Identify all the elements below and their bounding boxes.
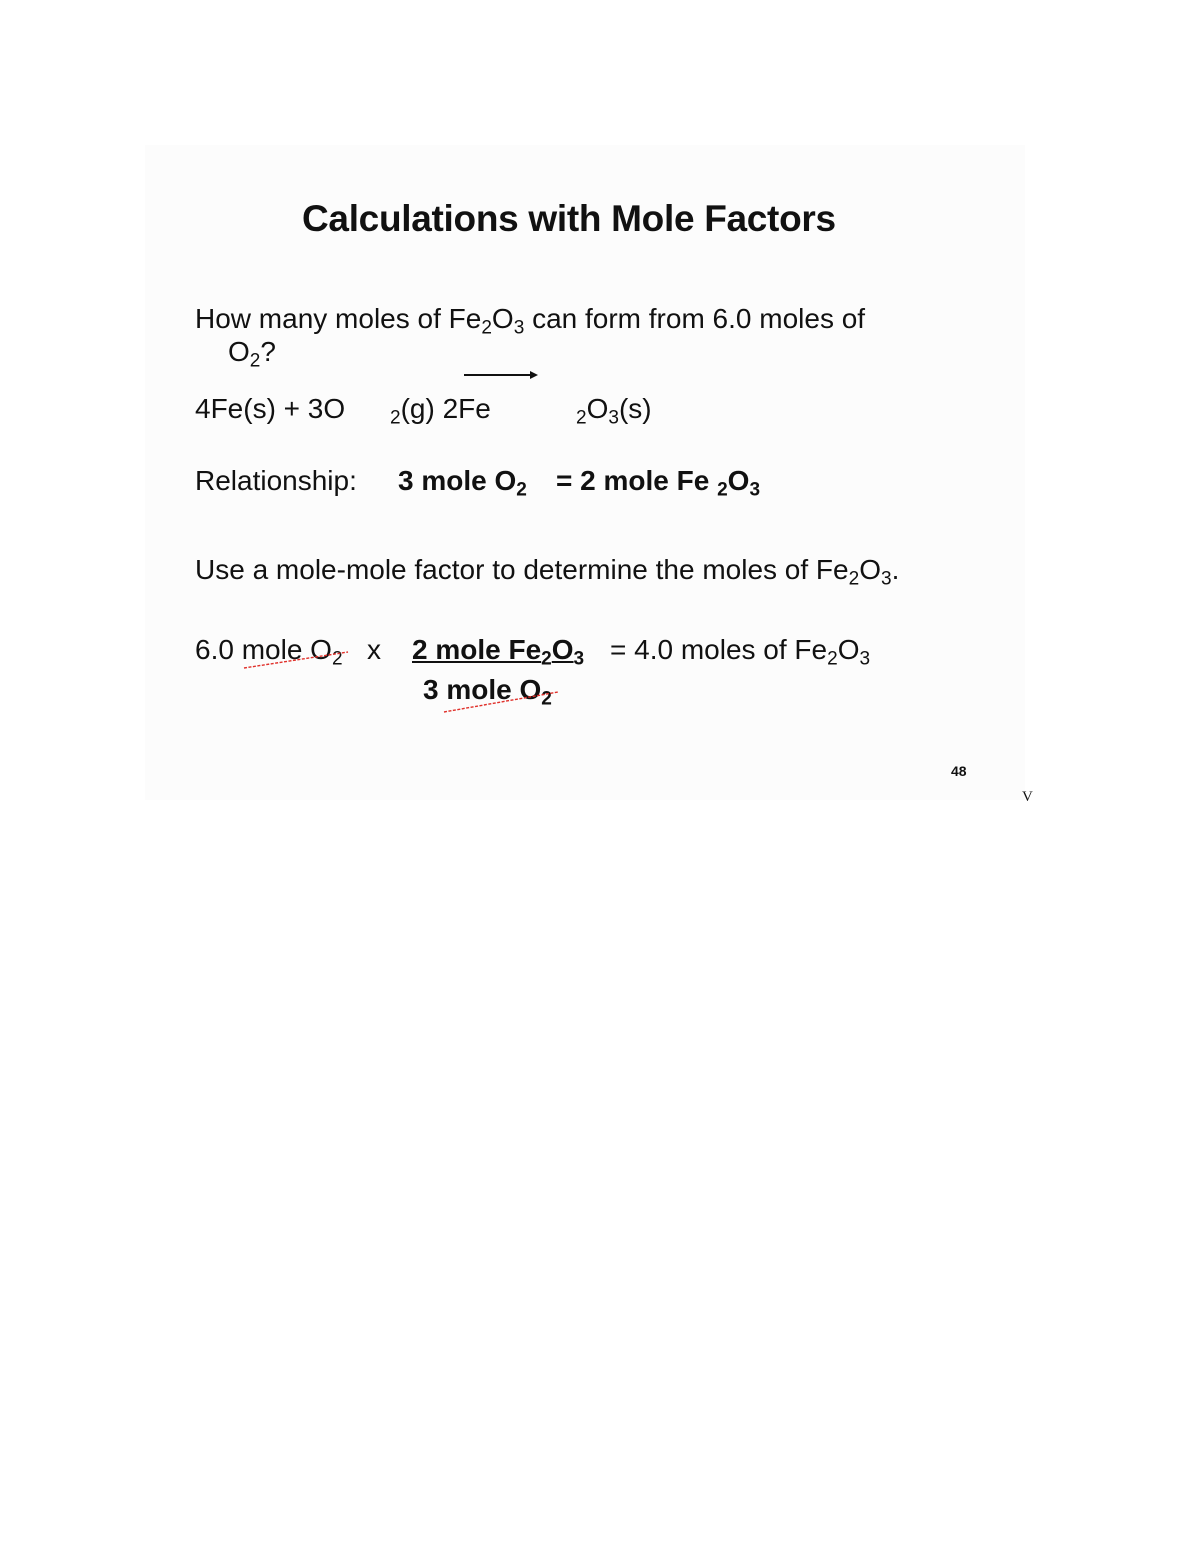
relationship-left: 3 mole $O_2$ — [398, 465, 527, 501]
page-title: Calculations with Mole Factors — [302, 198, 836, 239]
page-number: 48 — [951, 763, 967, 779]
question-line-1: How many moles of $Fe_2O_3$ can form from 6.0 moles of — [195, 303, 866, 339]
cancel-stroke-given-icon — [240, 640, 360, 680]
reaction-arrow-icon — [464, 369, 538, 381]
calc-result: = 4.0 moles of $Fe_2O_3$ — [610, 634, 871, 670]
calc-times: x — [367, 634, 381, 665]
cancel-stroke-denominator-icon — [440, 680, 570, 720]
corner-mark: V — [1022, 789, 1033, 805]
question-text: How many moles of Fe — [195, 303, 482, 334]
instruction-line: Use a mole-mole factor to determine the moles of $Fe_2O_3$. — [195, 554, 900, 590]
equation-o2-part: $_2$(g) 2Fe — [390, 393, 491, 429]
calc-numerator: 2 mole $Fe_2O_3$ — [412, 634, 585, 670]
question-line-2: $O_2$? — [228, 336, 276, 372]
calc-denominator: 3 mole $O_2$ — [423, 674, 552, 710]
equation-product: $_2O_3(s)$ — [576, 393, 652, 429]
relationship-label: Relationship: — [195, 465, 357, 496]
relationship-right: = 2 mole Fe $_2O_3$ — [556, 465, 761, 501]
calc-given: 6.0 mole $O_2$ — [195, 634, 343, 670]
equation-left: 4Fe(s) + 3O — [195, 393, 346, 424]
